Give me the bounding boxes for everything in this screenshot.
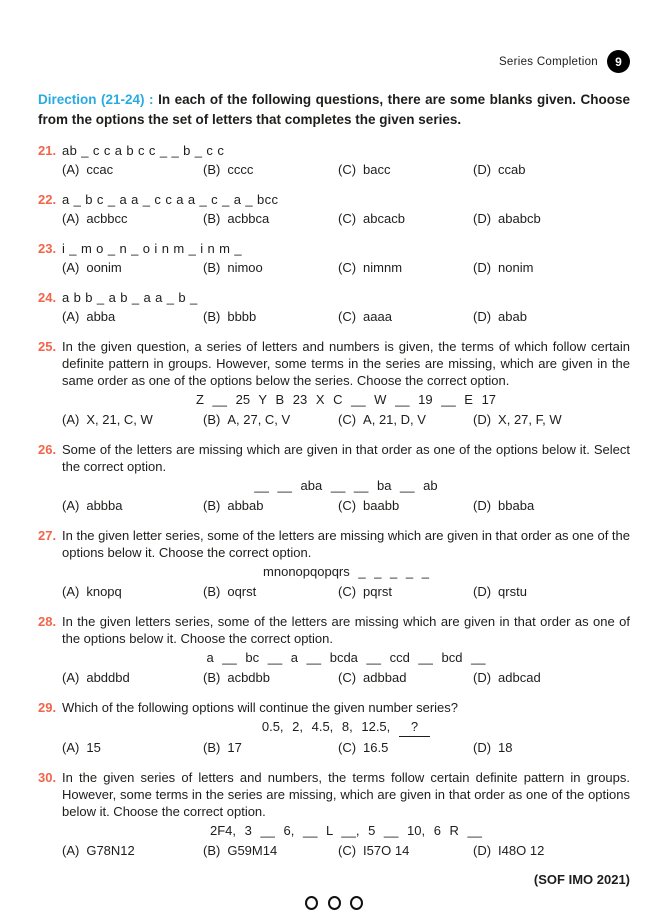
option-value: oonim bbox=[86, 260, 122, 275]
circle-icon bbox=[328, 896, 341, 910]
question-25 bbox=[38, 338, 630, 428]
option-a bbox=[62, 497, 203, 514]
option-label: (D) bbox=[473, 498, 492, 513]
option-value: I57O 14 bbox=[363, 843, 410, 858]
option-label: (B) bbox=[203, 498, 221, 513]
options-row bbox=[62, 161, 630, 178]
question-number: 24. bbox=[38, 290, 57, 305]
option-b bbox=[203, 739, 338, 756]
question-number: 21. bbox=[38, 143, 57, 158]
option-label: (D) bbox=[473, 740, 492, 755]
option-c bbox=[338, 161, 473, 178]
option-value: X, 27, F, W bbox=[498, 412, 562, 427]
question-21 bbox=[38, 142, 630, 178]
option-d bbox=[473, 210, 630, 227]
option-d bbox=[473, 842, 630, 859]
option-value: baabb bbox=[363, 498, 400, 513]
option-value: ccac bbox=[86, 162, 114, 177]
question-series: i _ m o _ n _ o i n m _ i n m _ bbox=[62, 241, 243, 256]
option-value: nimoo bbox=[227, 260, 263, 275]
circle-icon bbox=[350, 896, 363, 910]
option-value: G78N12 bbox=[86, 843, 135, 858]
option-label: (B) bbox=[203, 162, 221, 177]
option-label: (A) bbox=[62, 309, 80, 324]
option-value: abbba bbox=[86, 498, 123, 513]
option-label: (B) bbox=[203, 412, 221, 427]
option-value: acbdbb bbox=[227, 670, 270, 685]
option-label: (B) bbox=[203, 211, 221, 226]
option-a bbox=[62, 739, 203, 756]
page-header bbox=[38, 50, 630, 73]
option-value: bbbb bbox=[227, 309, 257, 324]
option-label: (B) bbox=[203, 843, 221, 858]
question-27 bbox=[38, 527, 630, 600]
option-value: bbaba bbox=[498, 498, 535, 513]
option-value: abddbd bbox=[86, 670, 130, 685]
option-d bbox=[473, 161, 630, 178]
question-text: In the given series of letters and numbers, the terms follow certain definite pattern in groups. However, some terms in the series are missing, which are given in that order as one of the options below it. Choose the correct option. bbox=[62, 770, 630, 819]
question-series: ab _ c c a b c c _ _ b _ c c bbox=[62, 143, 225, 158]
option-a bbox=[62, 583, 203, 600]
option-d bbox=[473, 411, 630, 428]
option-value: 16.5 bbox=[363, 740, 389, 755]
option-value: 15 bbox=[86, 740, 101, 755]
option-d bbox=[473, 497, 630, 514]
option-label: (B) bbox=[203, 740, 221, 755]
option-value: A, 21, D, V bbox=[363, 412, 426, 427]
question-number: 27. bbox=[38, 528, 57, 543]
options-row bbox=[62, 739, 630, 756]
question-number: 29. bbox=[38, 700, 57, 715]
option-label: (D) bbox=[473, 584, 492, 599]
option-label: (A) bbox=[62, 162, 80, 177]
question-30 bbox=[38, 769, 630, 859]
option-value: G59M14 bbox=[227, 843, 278, 858]
option-c bbox=[338, 583, 473, 600]
question-series: a __ bc __ a __ bcda __ ccd __ bcd __ bbox=[206, 650, 486, 665]
option-b bbox=[203, 308, 338, 325]
option-label: (D) bbox=[473, 670, 492, 685]
question-26 bbox=[38, 441, 630, 514]
option-label: (A) bbox=[62, 412, 80, 427]
chapter-title: Series Completion bbox=[498, 55, 598, 68]
direction-label: Direction (21-24) : bbox=[38, 92, 154, 107]
option-label: (C) bbox=[338, 843, 357, 858]
option-a bbox=[62, 161, 203, 178]
option-label: (A) bbox=[62, 843, 80, 858]
options-row bbox=[62, 411, 630, 428]
option-value: cccc bbox=[227, 162, 254, 177]
option-value: ccab bbox=[498, 162, 526, 177]
option-d bbox=[473, 583, 630, 600]
question-29 bbox=[38, 699, 630, 756]
question-series: 2F4, 3 __ 6, __ L __, 5 __ 10, 6 R __ bbox=[209, 823, 482, 838]
option-label: (A) bbox=[62, 584, 80, 599]
question-text: In the given letters series, some of the letters are missing which are given in that order as one of the options below it. Choose the correct option. bbox=[62, 614, 630, 646]
options-row bbox=[62, 497, 630, 514]
question-text: In the given question, a series of letters and numbers is given, the terms of which follow certain definite pattern in groups. However, some terms in the series are missing, which are given in the same order as one of the options below the series. Choose the correct option. bbox=[62, 339, 630, 388]
question-number: 23. bbox=[38, 241, 57, 256]
option-c bbox=[338, 411, 473, 428]
option-d bbox=[473, 739, 630, 756]
option-b bbox=[203, 259, 338, 276]
option-label: (D) bbox=[473, 309, 492, 324]
series-blank: ? bbox=[399, 718, 430, 737]
option-label: (D) bbox=[473, 162, 492, 177]
question-24 bbox=[38, 289, 630, 325]
option-a bbox=[62, 842, 203, 859]
option-value: ababcb bbox=[498, 211, 541, 226]
option-label: (B) bbox=[203, 260, 221, 275]
options-row bbox=[62, 842, 630, 859]
option-value: abab bbox=[498, 309, 527, 324]
option-label: (D) bbox=[473, 260, 492, 275]
option-value: abba bbox=[86, 309, 116, 324]
option-label: (C) bbox=[338, 670, 357, 685]
option-value: A, 27, C, V bbox=[227, 412, 291, 427]
option-b bbox=[203, 210, 338, 227]
option-label: (C) bbox=[338, 309, 357, 324]
option-value: knopq bbox=[86, 584, 122, 599]
option-c bbox=[338, 669, 473, 686]
option-value: I48O 12 bbox=[498, 843, 545, 858]
option-label: (C) bbox=[338, 211, 357, 226]
option-a bbox=[62, 411, 203, 428]
option-value: qrstu bbox=[498, 584, 527, 599]
option-label: (C) bbox=[338, 584, 357, 599]
option-value: X, 21, C, W bbox=[86, 412, 153, 427]
question-22 bbox=[38, 191, 630, 227]
option-value: acbbcc bbox=[86, 211, 128, 226]
option-b bbox=[203, 669, 338, 686]
option-label: (A) bbox=[62, 498, 80, 513]
option-label: (C) bbox=[338, 498, 357, 513]
chapter-number-badge: 9 bbox=[607, 50, 630, 73]
question-series: __ __ aba __ __ ba __ ab bbox=[254, 478, 438, 493]
option-label: (C) bbox=[338, 162, 357, 177]
question-series bbox=[62, 718, 630, 737]
option-value: adbcad bbox=[498, 670, 541, 685]
question-text: Some of the letters are missing which are given in that order as one of the options below it. Select the correct option. bbox=[62, 442, 630, 474]
option-b bbox=[203, 497, 338, 514]
option-value: adbbad bbox=[363, 670, 407, 685]
circle-icon bbox=[305, 896, 318, 910]
option-value: aaaa bbox=[363, 309, 392, 324]
option-value: 17 bbox=[227, 740, 242, 755]
question-number: 26. bbox=[38, 442, 57, 457]
option-a bbox=[62, 669, 203, 686]
option-value: acbbca bbox=[227, 211, 270, 226]
question-series: a b b _ a b _ a a _ b _ bbox=[62, 290, 198, 305]
option-value: pqrst bbox=[363, 584, 392, 599]
option-label: (C) bbox=[338, 740, 357, 755]
option-c bbox=[338, 210, 473, 227]
option-c bbox=[338, 308, 473, 325]
option-label: (B) bbox=[203, 670, 221, 685]
question-series: a _ b c _ a a _ c c a a _ c _ a _ bcc bbox=[62, 192, 279, 207]
question-series: mnonopqopqrs _ _ _ _ _ bbox=[263, 564, 429, 579]
option-label: (B) bbox=[203, 309, 221, 324]
option-c bbox=[338, 739, 473, 756]
option-c bbox=[338, 497, 473, 514]
option-label: (D) bbox=[473, 412, 492, 427]
option-label: (B) bbox=[203, 584, 221, 599]
option-label: (A) bbox=[62, 740, 80, 755]
option-value: oqrst bbox=[227, 584, 257, 599]
option-value: abbab bbox=[227, 498, 264, 513]
option-b bbox=[203, 583, 338, 600]
question-23 bbox=[38, 240, 630, 276]
options-row bbox=[62, 259, 630, 276]
question-number: 30. bbox=[38, 770, 57, 785]
option-b bbox=[203, 411, 338, 428]
options-row bbox=[62, 308, 630, 325]
end-of-section-marker bbox=[38, 894, 630, 912]
option-value: nimnm bbox=[363, 260, 403, 275]
option-label: (D) bbox=[473, 843, 492, 858]
option-label: (A) bbox=[62, 670, 80, 685]
option-c bbox=[338, 842, 473, 859]
options-row bbox=[62, 669, 630, 686]
option-d bbox=[473, 259, 630, 276]
option-a bbox=[62, 259, 203, 276]
option-b bbox=[203, 161, 338, 178]
question-number: 25. bbox=[38, 339, 57, 354]
question-number: 22. bbox=[38, 192, 57, 207]
option-label: (A) bbox=[62, 260, 80, 275]
option-value: bacc bbox=[363, 162, 391, 177]
option-label: (D) bbox=[473, 211, 492, 226]
options-row bbox=[62, 583, 630, 600]
option-a bbox=[62, 210, 203, 227]
option-d bbox=[473, 669, 630, 686]
option-label: (C) bbox=[338, 412, 357, 427]
question-text: Which of the following options will continue the given number series? bbox=[62, 700, 458, 715]
option-label: (A) bbox=[62, 211, 80, 226]
question-text: In the given letter series, some of the letters are missing which are given in that order as one of the options below it. Choose the correct option. bbox=[62, 528, 630, 560]
option-value: abcacb bbox=[363, 211, 405, 226]
option-a bbox=[62, 308, 203, 325]
question-28 bbox=[38, 613, 630, 686]
direction-text: In each of the following questions, there are some blanks given. Choose from the options the set of letters that completes the given series. bbox=[38, 92, 630, 127]
series-text: 0.5, 2, 4.5, 8, 12.5, bbox=[261, 719, 391, 734]
option-label: (C) bbox=[338, 260, 357, 275]
options-row bbox=[62, 210, 630, 227]
option-b bbox=[203, 842, 338, 859]
option-d bbox=[473, 308, 630, 325]
question-series: Z __ 25 Y B 23 X C __ W __ 19 __ E 17 bbox=[195, 392, 497, 407]
option-c bbox=[338, 259, 473, 276]
option-value: nonim bbox=[498, 260, 534, 275]
source-attribution: (SOF IMO 2021) bbox=[533, 872, 630, 887]
question-number: 28. bbox=[38, 614, 57, 629]
option-value: 18 bbox=[498, 740, 513, 755]
direction-paragraph bbox=[38, 90, 630, 130]
